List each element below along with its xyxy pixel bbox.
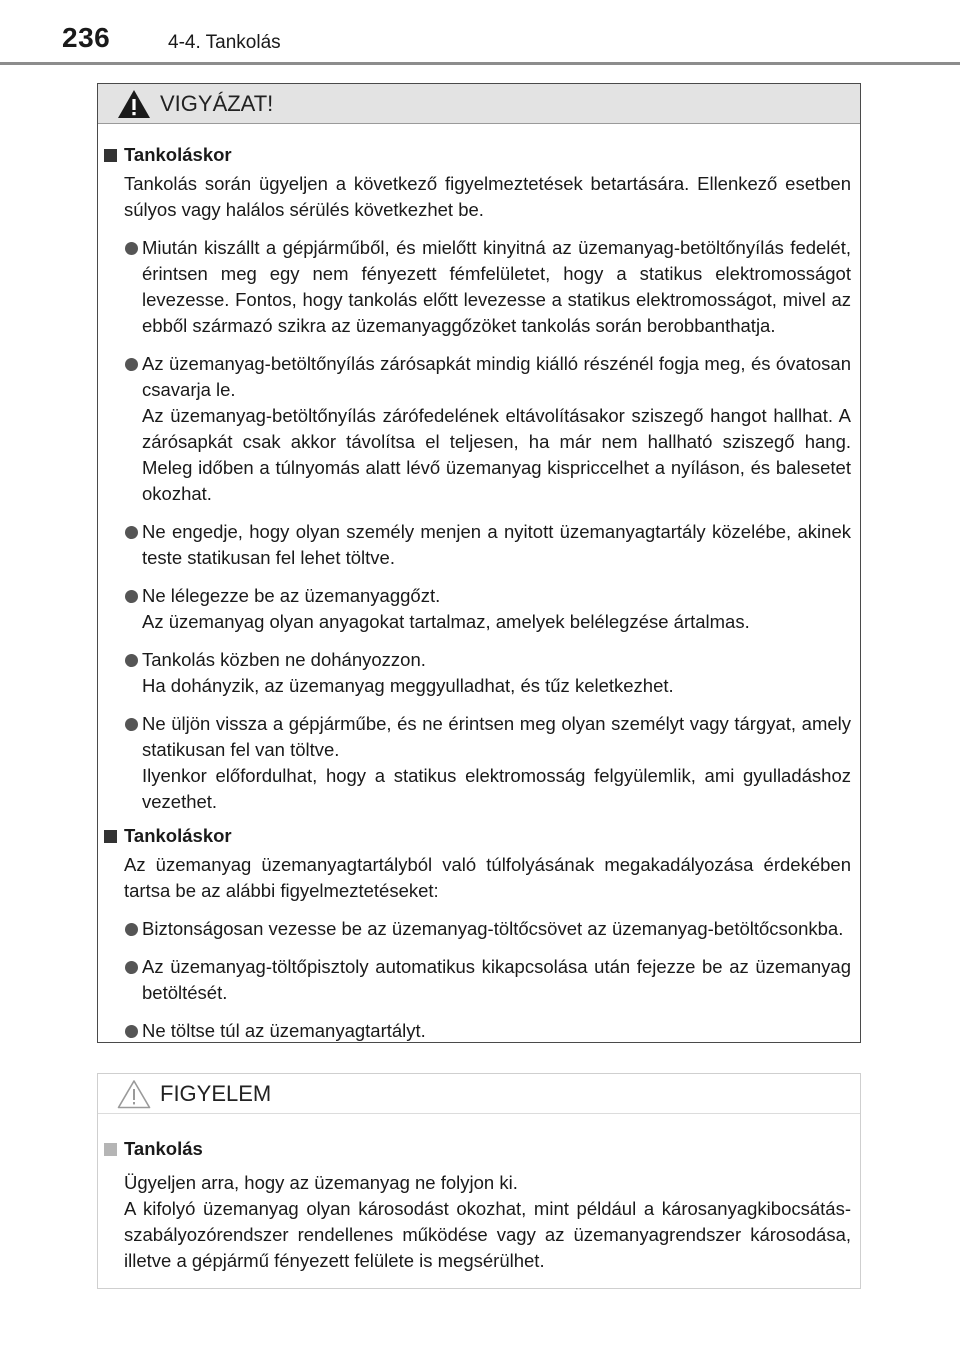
list-item-text: Ne töltse túl az üzemanyagtartályt. xyxy=(142,1020,426,1041)
notice-box xyxy=(97,1073,861,1289)
warning-box xyxy=(97,83,861,1043)
list-item-text: Az üzemanyag-betöltőnyílás zárófedelének eltávolításakor sziszegő hangot hallhat. A zárósapkát csak akkor távolítsa el teljesen, ha már nem hallható sziszegő hang. Meleg időben a túlnyomás alatt lévő üzemanyag kispriccelhet a nyíláson, és balesetet okozhat. xyxy=(142,405,851,504)
page-number: 236 xyxy=(62,22,111,53)
caution-triangle-outline-icon xyxy=(114,1079,154,1109)
heading-text: Tankolás xyxy=(124,1138,203,1159)
list-item xyxy=(104,647,851,699)
circle-bullet-icon xyxy=(125,923,138,936)
list-item-text: Miután kiszállt a gépjárműből, és mielőtt kinyitná az üzemanyag-betöltőnyílás fedelét, érintsen meg egy nem fényezett fémfelületet, hogy a statikus elektromosságot levezesse. Fontos, hogy tankolás előtt levezesse a statikus elektromosságot, mivel az ebből származó szikra az üzemanyaggőzöket tankolás során berobbanthatja. xyxy=(142,237,851,336)
circle-bullet-icon xyxy=(125,718,138,731)
section-title: 4-4. Tankolás xyxy=(168,32,281,53)
circle-bullet-icon xyxy=(125,654,138,667)
heading-text: Tankoláskor xyxy=(124,144,232,165)
section-intro: Az üzemanyag üzemanyagtartályból való túlfolyásának megakadályozása érdekében tartsa be az alábbi figyelmeztetéseket: xyxy=(124,854,851,901)
notice-line: A kifolyó üzemanyag olyan károsodást okozhat, mint például a károsanyagkibocsátás-szabályozórendszer rendellenes működése vagy az üzemanyagrendszer károsodása, illetve a gépjármű fényezett felülete is megsérülhet. xyxy=(124,1198,851,1271)
notice-text xyxy=(104,1170,851,1274)
list-item xyxy=(104,351,851,507)
list-item-text: Ne üljön vissza a gépjárműbe, és ne érintsen meg olyan személyt vagy tárgyat, amely statikusan fel van töltve. xyxy=(142,713,851,760)
list-item xyxy=(104,235,851,339)
circle-bullet-icon xyxy=(125,1025,138,1038)
list-item-text: Ilyenkor előfordulhat, hogy a statikus elektromosság felgyülemlik, ami gyulladáshoz vezethet. xyxy=(142,765,851,812)
circle-bullet-icon xyxy=(125,526,138,539)
warning-header xyxy=(98,84,860,124)
warning-content xyxy=(98,124,860,1044)
square-bullet-icon xyxy=(104,149,117,162)
list-item-text: Ne engedje, hogy olyan személy menjen a nyitott üzemanyagtartály közelébe, akinek teste statikusan fel lehet töltve. xyxy=(142,521,851,568)
list-item xyxy=(104,519,851,571)
notice-section-heading xyxy=(104,1136,851,1162)
warning-section-heading xyxy=(104,823,851,849)
notice-header xyxy=(98,1074,860,1114)
warning-section-heading xyxy=(104,142,851,168)
list-item-text: Biztonságosan vezesse be az üzemanyag-töltőcsövet az üzemanyag-betöltőcsonkba. xyxy=(142,918,844,939)
notice-content xyxy=(98,1114,860,1274)
page-header xyxy=(0,0,960,66)
notice-line: Ügyeljen arra, hogy az üzemanyag ne folyjon ki. xyxy=(124,1172,518,1193)
square-bullet-icon xyxy=(104,830,117,843)
square-bullet-icon xyxy=(104,1143,117,1156)
notice-title: FIGYELEM xyxy=(160,1080,272,1106)
section-intro: Tankolás során ügyeljen a következő figyelmeztetések betartására. Ellenkező esetben súlyos vagy halálos sérülés következhet be. xyxy=(124,173,851,220)
circle-bullet-icon xyxy=(125,961,138,974)
heading-text: Tankoláskor xyxy=(124,825,232,846)
list-item xyxy=(104,583,851,635)
list-item xyxy=(104,954,851,1006)
list-item-text: Az üzemanyag-betöltőnyílás zárósapkát mindig kiálló részénél fogja meg, és óvatosan csavarja le. xyxy=(142,353,851,400)
list-item xyxy=(104,916,851,942)
list-item-text: Tankolás közben ne dohányozzon. xyxy=(142,649,426,670)
warning-triangle-icon xyxy=(114,89,154,119)
list-item-text: Az üzemanyag olyan anyagokat tartalmaz, amelyek belélegzése ártalmas. xyxy=(142,611,750,632)
warning-title: VIGYÁZAT! xyxy=(160,90,274,116)
list-item xyxy=(104,711,851,815)
list-item-text: Ha dohányzik, az üzemanyag meggyulladhat, és tűz keletkezhet. xyxy=(142,675,674,696)
list-item-text: Ne lélegezze be az üzemanyaggőzt. xyxy=(142,585,441,606)
list-item xyxy=(104,1018,851,1044)
list-item-text: Az üzemanyag-töltőpisztoly automatikus kikapcsolása után fejezze be az üzemanyag betöltését. xyxy=(142,956,851,1003)
circle-bullet-icon xyxy=(125,358,138,371)
header-divider xyxy=(0,62,960,65)
circle-bullet-icon xyxy=(125,242,138,255)
circle-bullet-icon xyxy=(125,590,138,603)
